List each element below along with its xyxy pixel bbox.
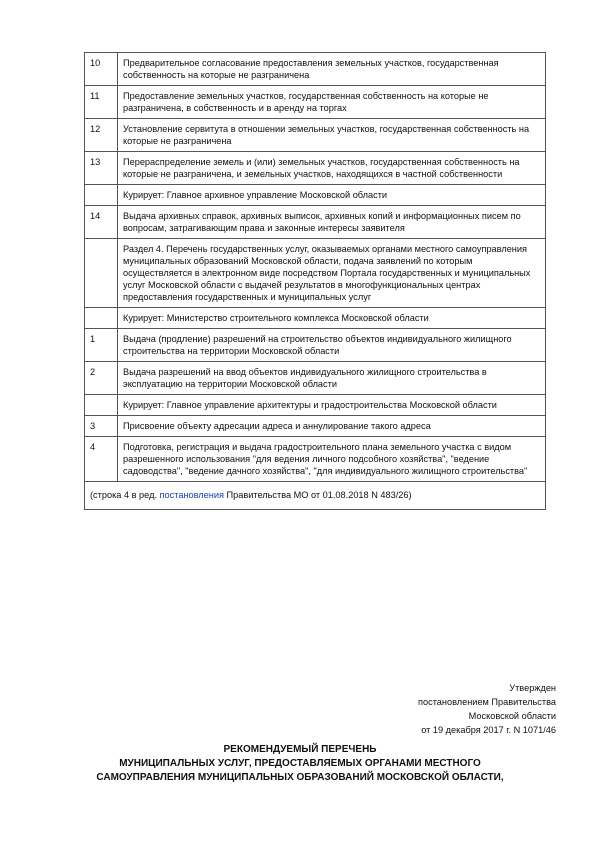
row-text: Выдача архивных справок, архивных выписок, архивных копий и информационных писем по вопросам, затрагивающим права и законные интересы заявителя — [118, 206, 546, 239]
approval-line: Московской области — [468, 711, 556, 721]
table-row — [85, 239, 546, 308]
curator-text: Курирует: Главное архивное управление Московской области — [118, 185, 546, 206]
heading-line: САМОУПРАВЛЕНИЯ МУНИЦИПАЛЬНЫХ ОБРАЗОВАНИЙ МОСКОВСКОЙ ОБЛАСТИ, — [96, 772, 504, 783]
section-heading: Раздел 4. Перечень государственных услуг, оказываемых органами местного самоуправления муниципальных образований Московской области, подача заявлений по которым осуществляется в электронном виде посредством Портала государственных и муниципальных услуг Московской области с выдачей результатов в многофункциональных центрах предоставления государственных и муниципальных услуг — [118, 239, 546, 308]
approval-block — [418, 681, 556, 737]
row-text: Предварительное согласование предоставления земельных участков, государственная собственность на которые не разграничена — [118, 53, 546, 86]
row-text: Установление сервитута в отношении земельных участков, государственная собственность на которые не разграничена — [118, 119, 546, 152]
approval-line: постановлением Правительства — [418, 697, 556, 707]
amendment-note — [85, 482, 546, 510]
row-number: 4 — [85, 437, 118, 482]
heading-line: РЕКОМЕНДУЕМЫЙ ПЕРЕЧЕНЬ — [223, 744, 377, 755]
table-row — [85, 395, 546, 416]
table-row — [85, 482, 546, 510]
row-text: Выдача (продление) разрешений на строительство объектов индивидуального жилищного строительства на территории Московской области — [118, 329, 546, 362]
approval-line: от 19 декабря 2017 г. N 1071/46 — [421, 725, 556, 735]
row-number: 11 — [85, 86, 118, 119]
row-number: 10 — [85, 53, 118, 86]
row-text: Перераспределение земель и (или) земельных участков, государственная собственность на которые не разграничена, и земельных участков, находящихся в частной собственности — [118, 152, 546, 185]
row-text: Подготовка, регистрация и выдача градостроительного плана земельного участка с видом разрешенного использования "для ведения личного подсобного хозяйства", "ведение садоводства", "ведение дачного хозяйства", "для индивидуального жилищного строительства" — [118, 437, 546, 482]
table-row — [85, 308, 546, 329]
table-row — [85, 86, 546, 119]
table-row — [85, 185, 546, 206]
row-number — [85, 308, 118, 329]
row-text: Присвоение объекту адресации адреса и аннулирование такого адреса — [118, 416, 546, 437]
curator-text: Курирует: Министерство строительного комплекса Московской области — [118, 308, 546, 329]
table-row — [85, 119, 546, 152]
heading-line: МУНИЦИПАЛЬНЫХ УСЛУГ, ПРЕДОСТАВЛЯЕМЫХ ОРГАНАМИ МЕСТНОГО — [119, 758, 481, 769]
table-row — [85, 362, 546, 395]
table-row — [85, 437, 546, 482]
row-text: Выдача разрешений на ввод объектов индивидуального жилищного строительства в эксплуатацию на территории Московской области — [118, 362, 546, 395]
approval-line: Утвержден — [509, 683, 556, 693]
row-number: 13 — [85, 152, 118, 185]
row-number: 12 — [85, 119, 118, 152]
services-table — [84, 52, 546, 510]
row-number — [85, 185, 118, 206]
document-heading — [90, 743, 510, 785]
row-number: 14 — [85, 206, 118, 239]
row-number — [85, 395, 118, 416]
row-number: 2 — [85, 362, 118, 395]
table-row — [85, 416, 546, 437]
table-row — [85, 206, 546, 239]
table-row — [85, 53, 546, 86]
curator-text: Курирует: Главное управление архитектуры и градостроительства Московской области — [118, 395, 546, 416]
row-number: 3 — [85, 416, 118, 437]
table-row — [85, 329, 546, 362]
note-prefix: (строка 4 в ред. — [90, 490, 160, 500]
note-suffix: Правительства МО от 01.08.2018 N 483/26) — [223, 490, 412, 500]
decree-link[interactable]: постановления — [159, 490, 224, 500]
table-row — [85, 152, 546, 185]
row-number: 1 — [85, 329, 118, 362]
row-number — [85, 239, 118, 308]
row-text: Предоставление земельных участков, государственная собственность на которые не разграничена, в собственность и в аренду на торгах — [118, 86, 546, 119]
